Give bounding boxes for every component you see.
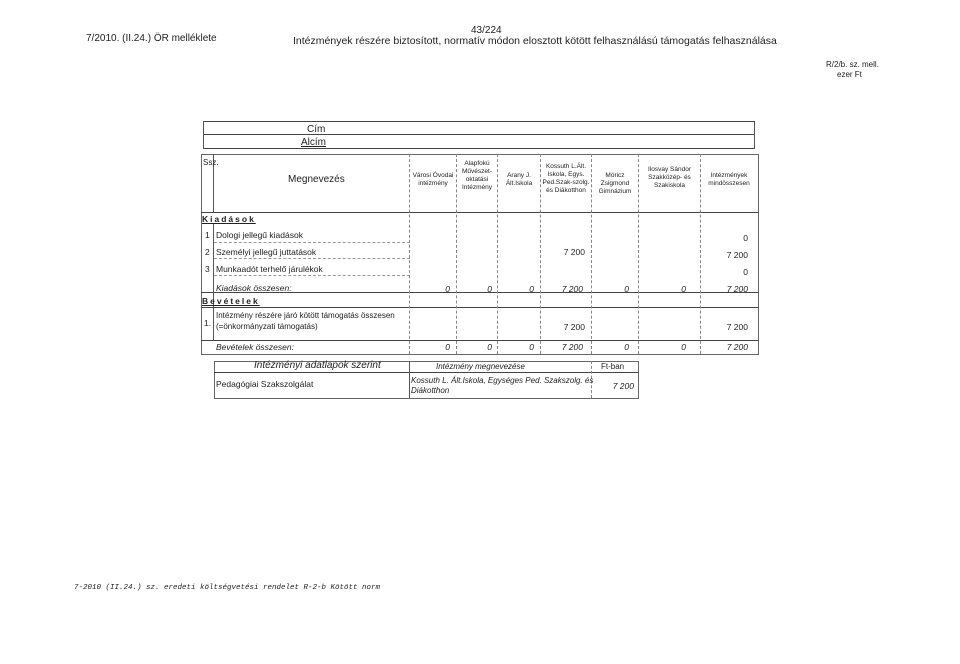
adatlap-col-ft: Ft-ban (601, 362, 625, 371)
adatlap-row-institution-cont: Diákotthon (411, 386, 450, 395)
unit-label: ezer Ft (837, 70, 862, 79)
kiadasok-sum-arany: 0 (529, 284, 534, 294)
row-kossuth-szemelyi: 7 200 (563, 247, 585, 257)
bevetelek-sum-arany: 0 (529, 342, 534, 352)
col-header-ovoda: Városi Óvodai intézmény (412, 172, 454, 187)
decree-reference: 7/2010. (II.24.) ÖR melléklete (86, 33, 217, 44)
kiadasok-sum-moricz: 0 (624, 284, 629, 294)
bevetelek-sum-label: Bevételek összesen: (216, 342, 294, 352)
col-header-muveszeti: Alapfokú Művészet-oktatási Intézmény (462, 160, 492, 191)
row-total-tamogatas: 7 200 (726, 322, 748, 332)
bevetelek-sum-kossuth: 7 200 (561, 342, 583, 352)
footer-note: 7-2010 (II.24.) sz. eredeti költségvetési rendelet R-2-b Kötött norm (74, 584, 381, 592)
adatlap-row-value: 7 200 (612, 381, 634, 391)
row-name-tamogatas: Intézmény részére járó kötött támogatás összesen (216, 311, 395, 320)
adatlap-col-institution: Intézmény megnevezése (436, 362, 525, 371)
cim-label: Cím (307, 124, 326, 135)
document-title: Intézmények részére biztosított, normatív módon elosztott kötött felhasználású támogatás felhasználása (293, 35, 777, 47)
col-header-osszesen: Intézmények mindösszesen (708, 172, 750, 187)
row-name-dologi: Dologi jellegű kiadások (216, 230, 303, 240)
row-kossuth-tamogatas: 7 200 (563, 322, 585, 332)
kiadasok-sum-ilosvay: 0 (681, 284, 686, 294)
kiadasok-sum-ovoda: 0 (445, 284, 450, 294)
bevetelek-section-label: Bevételek (202, 296, 260, 306)
kiadasok-sum-label: Kiadások összesen: (216, 283, 292, 293)
row-ssz: 1 (205, 230, 210, 240)
row-total-dologi: 0 (743, 233, 748, 243)
col-header-moricz: Móricz Zsigmond Gimnázium (598, 172, 632, 195)
kiadasok-sum-muveszeti: 0 (487, 284, 492, 294)
adatlap-heading: Intézményi adatlapok szerint (254, 360, 381, 371)
bevetelek-sum-ilosvay: 0 (681, 342, 686, 352)
bevetelek-sum-ovoda: 0 (445, 342, 450, 352)
col-header-arany: Arany J. Ált.Iskola (505, 172, 533, 187)
row-ssz: 1. (204, 318, 212, 328)
bevetelek-sum-muveszeti: 0 (487, 342, 492, 352)
ssz-header: Ssz. (203, 158, 219, 167)
adatlap-row-name: Pedagógiai Szakszolgálat (216, 379, 314, 389)
kiadasok-sum-kossuth: 7 200 (561, 284, 583, 294)
bevetelek-sum-total: 7 200 (726, 342, 748, 352)
row-total-szemelyi: 7 200 (726, 250, 748, 260)
megnevezes-header: Megnevezés (288, 174, 345, 185)
row-ssz: 2 (205, 247, 210, 257)
bevetelek-sum-moricz: 0 (624, 342, 629, 352)
alcim-label: Alcím (301, 137, 326, 148)
row-name-tamogatas-sub: (=önkormányzati támogatás) (216, 322, 318, 331)
page-number: 43/224 (471, 25, 502, 36)
adatlap-row-institution: Kossuth L. Ált.Iskola, Egységes Ped. Szakszolg. és (411, 376, 594, 385)
row-name-munkaado: Munkaadót terhelő járulékok (216, 264, 323, 274)
col-header-ilosvay: Ilosvay Sándor Szakközép- és Szakiskola (648, 166, 691, 189)
kiadasok-section-label: Kiadások (202, 214, 256, 224)
row-total-munkaado: 0 (743, 267, 748, 277)
kiadasok-sum-total: 7 200 (726, 284, 748, 294)
row-name-szemelyi: Személyi jellegű juttatások (216, 247, 317, 257)
col-header-kossuth: Kossuth L.Ált. Iskola, Egys. Ped.Szak-szolg. és Diákotthon (542, 163, 590, 194)
row-ssz: 3 (205, 264, 210, 274)
annex-reference: R/2/b. sz. mell. (826, 60, 879, 69)
